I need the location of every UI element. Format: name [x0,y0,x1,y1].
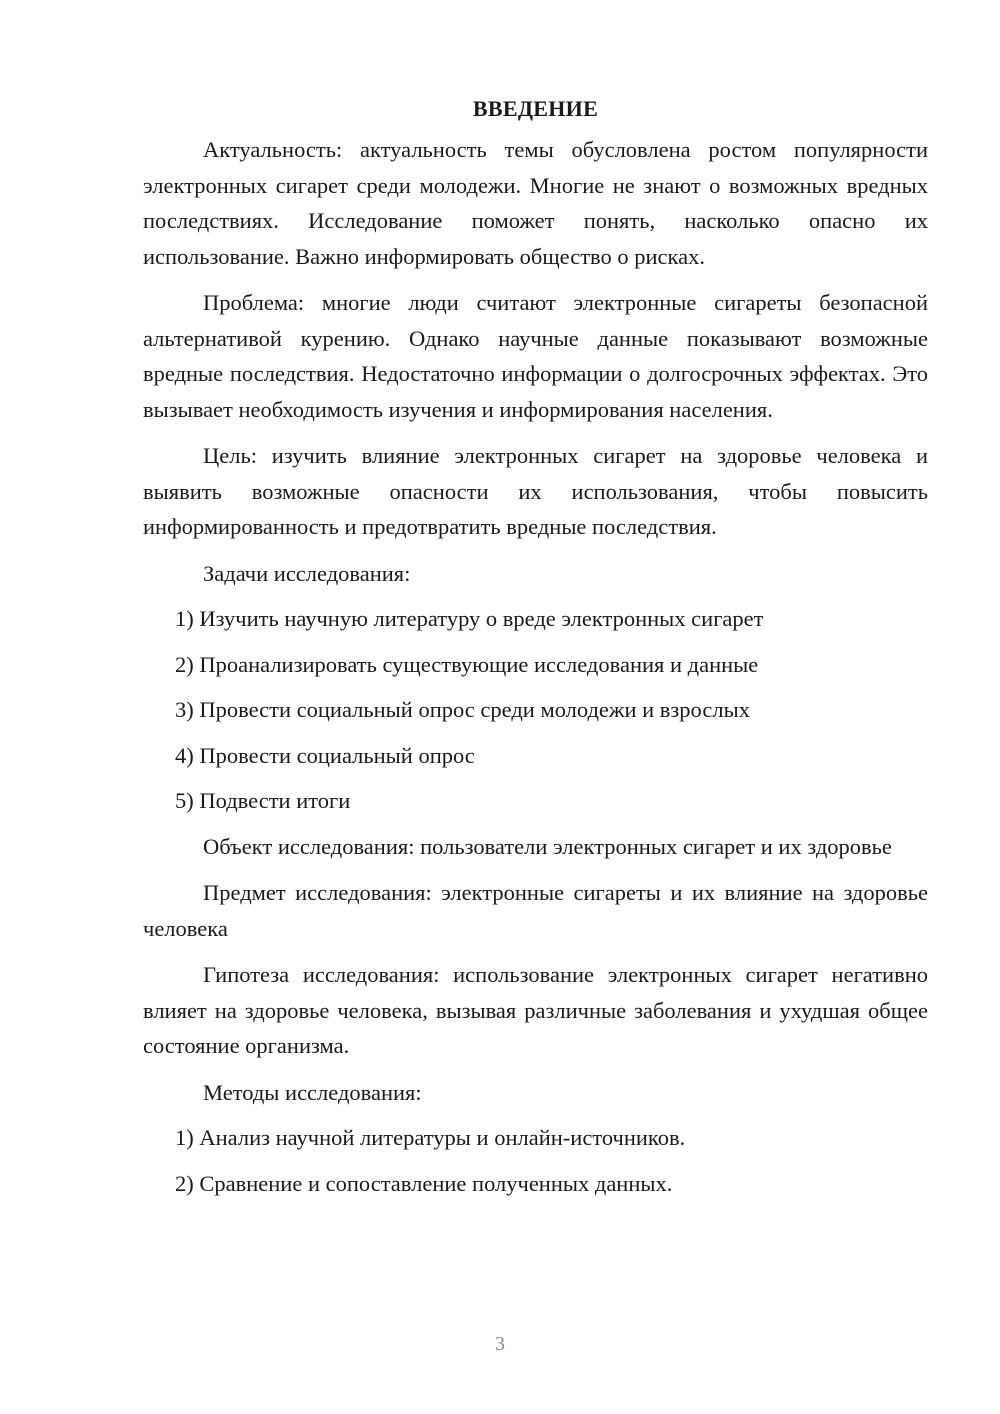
page-number: 3 [495,1333,505,1355]
tasks-heading: Задачи исследования: [203,560,411,586]
list-item: 3) Провести социальный опрос среди молодежи и взрослых [175,697,750,722]
hypothesis-paragraph: Гипотеза исследования: использование электронных сигарет негативно влияет на здоровье человека, вызывая различные заболевания и ухудшая общее состояние организма. [143,962,928,1058]
list-item: 1) Изучить научную литературу о вреде электронных сигарет [175,606,764,631]
list-item: 5) Подвести итоги [175,788,351,813]
object-paragraph: Объект исследования: пользователи электронных сигарет и их здоровье [203,833,892,859]
goal-paragraph: Цель: изучить влияние электронных сигарет на здоровье человека и выявить возможные опасности их использования, чтобы повысить информированность и предотвратить вредные последствия. [143,443,928,539]
list-item: 2) Проанализировать существующие исследования и данные [175,651,759,677]
subject-paragraph: Предмет исследования: электронные сигареты и их влияние на здоровье человека [143,880,928,941]
tasks-list [143,601,928,819]
list-item: 1) Анализ научной литературы и онлайн-источников. [175,1125,686,1150]
list-item: 2) Сравнение и сопоставление полученных данных. [175,1170,673,1196]
document-page [143,96,928,1211]
list-item: 4) Провести социальный опрос [175,742,475,768]
page-title: ВВЕДЕНИЕ [472,96,599,121]
methods-heading: Методы исследования: [203,1079,422,1105]
methods-list [143,1120,928,1201]
relevance-paragraph: Актуальность: актуальность темы обусловлена ростом популярности электронных сигарет среди молодежи. Многие не знают о возможных вредных последствиях. Исследование поможет понять, насколько опасно их использование. Важно информировать общество о рисках. [143,137,928,269]
problem-paragraph: Проблема: многие люди считают электронные сигареты безопасной альтернативой курению. Однако научные данные показывают возможные вредные последствия. Недостаточно информации о долгосрочных эффектах. Это вызывает необходимость изучения и информирования населения. [143,290,928,422]
